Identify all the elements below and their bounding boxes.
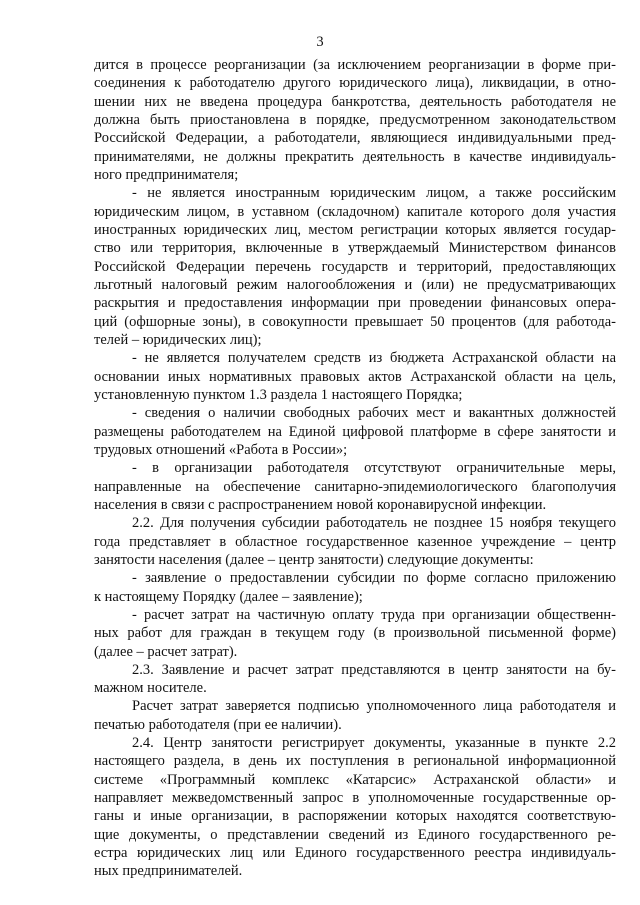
text-line: раскрытия и предоставления информации при проведении финансовых опера- [94, 295, 616, 312]
text-line: - сведения о наличии свободных рабочих мест и вакантных должностей [132, 405, 616, 422]
text-line: юридическим лицом, в уставном (складочном) капитале которого доля участия [94, 203, 616, 220]
text-line: ганы и иные организации, в распоряжении которых находятся соответствую- [94, 808, 616, 825]
text-line: (далее – расчет затрат). [94, 643, 238, 660]
text-line: к настоящему Порядку (далее – заявление); [94, 588, 363, 605]
text-line: установленную пунктом 1.3 раздела 1 настоящего Порядка; [94, 386, 463, 403]
text-line: соединения к работодателю другого юридического лица), ликвидации, в отно- [94, 75, 616, 92]
text-line: ство или территория, включенные в утверждаемый Министерством финансов [94, 240, 616, 257]
text-line: - не является получателем средств из бюджета Астраханской области на [132, 350, 616, 367]
text-line: естра юридических лиц или Единого государственного реестра индивидуаль- [94, 845, 616, 862]
text-line: Российской Федерации перечень государств и территорий, предоставляющих [94, 258, 616, 275]
text-line: телей – юридических лиц); [94, 331, 262, 348]
text-line: - не является иностранным юридическим лицом, а также российским [132, 185, 616, 202]
text-line: - в организации работодателя отсутствуют ограничительные меры, [132, 460, 616, 477]
text-line: ций (офшорные зоны), в совокупности превышает 50 процентов (для работода- [94, 313, 616, 330]
text-line: размещены работодателем на Единой цифровой платформе в сфере занятости и [94, 423, 616, 440]
text-line: направляет межведомственный запрос в уполномоченные государственные ор- [94, 790, 616, 807]
text-line: ных работ для граждан в текущем году (в произвольной письменной форме) [94, 625, 616, 642]
text-line: трудовых отношений «Работа в России»; [94, 441, 348, 458]
text-line: шении них не введена процедура банкротства, деятельность работодателя не [94, 93, 616, 110]
text-line: настоящего раздела, в день их поступления в региональной информационной [94, 753, 616, 770]
text-line: льготный налоговый режим налогообложения и (или) не предусматривающих [94, 276, 616, 293]
text-line: Российской Федерации, а работодатели, являющиеся индивидуальными пред- [94, 130, 616, 147]
text-line: должна быть приостановлена в порядке, предусмотренном законодательством [94, 111, 616, 128]
text-line: населения в связи с распространением новой коронавирусной инфекции. [94, 496, 547, 513]
text-line: принимателями, не должны прекратить деятельность в качестве индивидуаль- [94, 148, 616, 165]
text-line: системе «Программный комплекс «Катарсис» Астраханской области» и [94, 771, 616, 788]
text-line: 2.4. Центр занятости регистрирует документы, указанные в пункте 2.2 [132, 735, 616, 752]
text-line: 2.2. Для получения субсидии работодатель не позднее 15 ноября текущего [132, 515, 616, 532]
text-line: года представляет в областное государственное казенное учреждение – центр [94, 533, 616, 550]
text-line: направленные на обеспечение санитарно-эпидемиологического благополучия [94, 478, 616, 495]
text-line: печатью работодателя (при ее наличии). [94, 716, 342, 733]
text-line: - расчет затрат на частичную оплату труда при организации общественн- [132, 606, 616, 623]
document-body [94, 56, 616, 881]
text-line: ного предпринимателя; [94, 166, 239, 183]
text-line: - заявление о предоставлении субсидии по форме согласно приложению [132, 570, 616, 587]
text-line: дится в процессе реорганизации (за исключением реорганизации в форме при- [94, 57, 616, 73]
text-line: иностранных юридических лиц, местом регистрации которых является государ- [94, 221, 616, 238]
text-line: основании иных нормативных правовых актов Астраханской области на цель, [94, 368, 616, 385]
text-line: 2.3. Заявление и расчет затрат представляются в центр занятости на бу- [132, 661, 616, 678]
text-line: Расчет затрат заверяется подписью уполномоченного лица работодателя и [132, 698, 616, 715]
text-line: мажном носителе. [94, 680, 207, 697]
text-line: занятости населения (далее – центр занятости) следующие документы: [94, 551, 534, 568]
text-line: щие документы, о представлении сведений из Единого государственного ре- [94, 826, 616, 843]
text-line: ных предпринимателей. [94, 863, 243, 880]
page-number: 3 [316, 34, 324, 50]
